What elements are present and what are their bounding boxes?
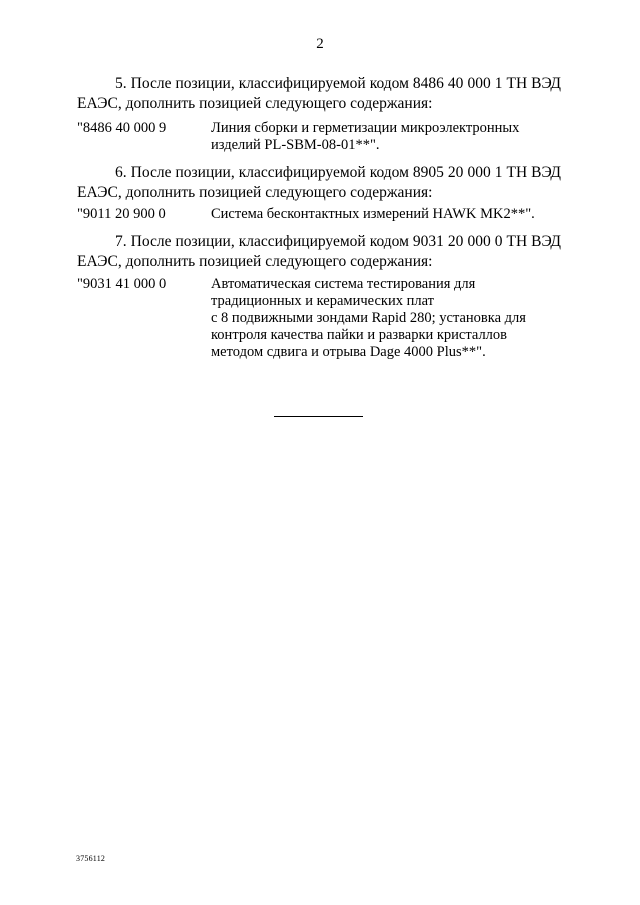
document-id: 3756112 <box>76 854 106 863</box>
item-7-intro-line1: После позиции, классифицируемой кодом 9031 20 000 0 ТН ВЭД <box>130 233 562 250</box>
item-5-intro-line2: ЕАЭС, дополнить позицией следующего содержания: <box>77 95 433 112</box>
item-6-code: "9011 20 900 0 <box>77 206 166 222</box>
item-7-intro-line2: ЕАЭС, дополнить позицией следующего содержания: <box>77 253 433 270</box>
item-5-intro <box>77 74 561 114</box>
item-6-intro-line1: После позиции, классифицируемой кодом 8905 20 000 1 ТН ВЭД <box>130 164 562 181</box>
item-7-description-line: методом сдвига и отрыва Dage 4000 Plus**". <box>211 344 486 360</box>
item-6-description-line: Система бесконтактных измерений HAWK MK2**". <box>211 206 535 222</box>
item-5-description <box>211 120 556 154</box>
item-7-description <box>211 276 556 361</box>
item-6-intro <box>77 163 561 203</box>
item-5-number: 5. <box>115 75 127 92</box>
item-7-number: 7. <box>115 233 127 250</box>
item-5-description-line: изделий PL-SBM-08-01**". <box>211 137 380 153</box>
item-7-description-line: традиционных и керамических плат <box>211 293 434 309</box>
item-5-code: "8486 40 000 9 <box>77 120 167 136</box>
item-6-number: 6. <box>115 164 127 181</box>
page-number: 2 <box>316 36 324 52</box>
item-5-intro-line1: После позиции, классифицируемой кодом 8486 40 000 1 ТН ВЭД <box>130 75 562 92</box>
item-7-description-line: Автоматическая система тестирования для <box>211 276 476 292</box>
item-7-description-line: с 8 подвижными зондами Rapid 280; установка для <box>211 310 526 326</box>
end-rule-divider <box>274 416 363 417</box>
item-6-intro-line2: ЕАЭС, дополнить позицией следующего содержания: <box>77 184 433 201</box>
item-5-description-line: Линия сборки и герметизации микроэлектронных <box>211 120 520 136</box>
item-7-description-line: контроля качества пайки и разварки кристаллов <box>211 327 508 343</box>
item-6-description <box>211 206 556 223</box>
item-7-intro <box>77 232 561 272</box>
item-7-code: "9031 41 000 0 <box>77 276 167 292</box>
